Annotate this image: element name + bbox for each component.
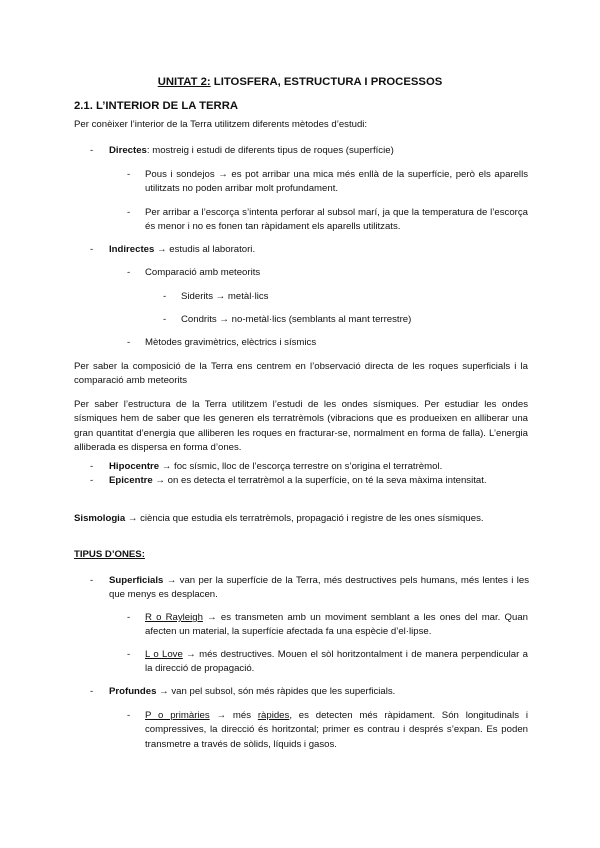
profundes-item (109, 685, 529, 699)
bullet-dash: - (127, 649, 131, 660)
siderits-item: Siderits → metàl·lics (181, 291, 269, 302)
bullet-dash: - (90, 145, 94, 156)
love-item (145, 648, 528, 677)
epicentre-text: → on es detecta el terratrèmol a la superfície, on té la seva màxima intensitat. (152, 475, 487, 486)
bullet-dash: - (127, 169, 131, 180)
bullet-dash: - (127, 710, 131, 721)
superficials-item (109, 574, 529, 603)
superficials-text: → van per la superfície de la Terra, més destructives pels humans, més lentes i les que menys es desplacen. (109, 575, 529, 601)
epicentre-label: Epicentre (109, 475, 153, 486)
bullet-dash: - (127, 207, 131, 218)
bullet-dash: - (90, 244, 94, 255)
sismologia-label: Sismologia (74, 513, 126, 524)
primaries-label: P o primàries (145, 710, 210, 721)
bullet-dash: - (90, 575, 94, 586)
primaries-rapides: ràpides (257, 710, 290, 721)
document-title (0, 74, 600, 91)
rayleigh-label: R o Rayleigh (145, 612, 203, 623)
profundes-label: Profundes (109, 686, 157, 697)
primaries-text: , es detecten més ràpidament. Són longitudinals i compressives, la direcció és horitzontal; primer es contrau i després s’expan. Es poden transmetre a través de sòlids, líquids i gasos. (145, 710, 528, 750)
indirectes-item (109, 243, 529, 257)
primaries-item (145, 709, 528, 752)
intro-paragraph: Per conèixer l’interior de la Terra utilitzem diferents mètodes d’estudi: (74, 119, 368, 130)
rayleigh-item (145, 611, 528, 640)
directes-text: : mostreig i estudi de diferents tipus de roques (superfície) (146, 145, 394, 156)
directes-item (109, 144, 529, 158)
composition-paragraph: Per saber la composició de la Terra ens centrem en l’observació directa de les roques superficials i la comparació amb meteorits (74, 361, 528, 387)
bullet-dash: - (127, 612, 131, 623)
bullet-dash: - (90, 686, 94, 697)
indirectes-text: → estudis al laboratori. (154, 244, 256, 255)
sismologia-text: → ciència que estudia els terratrèmols, propagació i registre de les ones sísmiques. (125, 513, 484, 524)
bullet-dash: - (90, 475, 94, 486)
directes-label: Directes (109, 145, 147, 156)
unit-label: UNITAT 2: (157, 76, 211, 88)
directes-sub-escorca: Per arribar a l’escorça s’intenta perforar al subsol marí, ja que la temperatura de l’escorça és menor i no es fonen tan ràpidament els aparells utilitzats. (145, 207, 528, 233)
love-text: → més destructives. Mouen el sòl horitzontalment i de manera perpendicular a la direcció de propagació. (145, 649, 528, 675)
hipocentre-label: Hipocentre (109, 461, 160, 472)
superficials-label: Superficials (109, 575, 164, 586)
bullet-dash: - (163, 291, 167, 302)
hipocentre-item (109, 460, 529, 474)
profundes-text: → van pel subsol, són més ràpides que les superficials. (156, 686, 396, 697)
structure-paragraph: Per saber l’estructura de la Terra utilitzem l’estudi de les ondes sísmiques. Per estudiar les ondes sísmiques hem de saber que les generen els terratrèmols (vibracions que es produeixen en alliberar una gran quantitat d’energia que alliberen les roques en fracturar-se, normalment en forma de falla). L’energia alliberada es dispersa en forma d’ones. (74, 399, 528, 454)
primaries-arrow: → més (209, 710, 258, 721)
title-text: LITOSFERA, ESTRUCTURA I PROCESSOS (210, 76, 443, 88)
tipus-ones-heading: TIPUS D’ONES: (74, 549, 145, 560)
epicentre-item (109, 474, 529, 488)
love-label: L o Love (145, 649, 183, 660)
bullet-dash: - (127, 337, 131, 348)
bullet-dash: - (163, 314, 167, 325)
section-heading: 2.1. L’INTERIOR DE LA TERRA (74, 100, 239, 112)
condrits-item: Condrits → no-metàl·lics (semblants al mant terrestre) (181, 314, 412, 325)
indirectes-sub-metodes: Mètodes gravimètrics, elèctrics i sísmics (145, 337, 317, 348)
rayleigh-text: → es transmeten amb un moviment semblant a les ones del mar. Quan afecten un material, la superfície afectada fa una espècie d’el·lipse. (145, 612, 528, 638)
bullet-dash: - (127, 267, 131, 278)
indirectes-sub-meteorits: Comparació amb meteorits (145, 267, 261, 278)
indirectes-label: Indirectes (109, 244, 155, 255)
bullet-dash: - (90, 461, 94, 472)
hipocentre-text: → foc sísmic, lloc de l’escorça terrestre on s’origina el terratrèmol. (159, 461, 443, 472)
sismologia-definition (74, 512, 528, 526)
directes-sub-pous: Pous i sondejos → es pot arribar una mica més enllà de la superfície, però els aparells utilitzats no poden arribar molt profundament. (145, 169, 528, 195)
